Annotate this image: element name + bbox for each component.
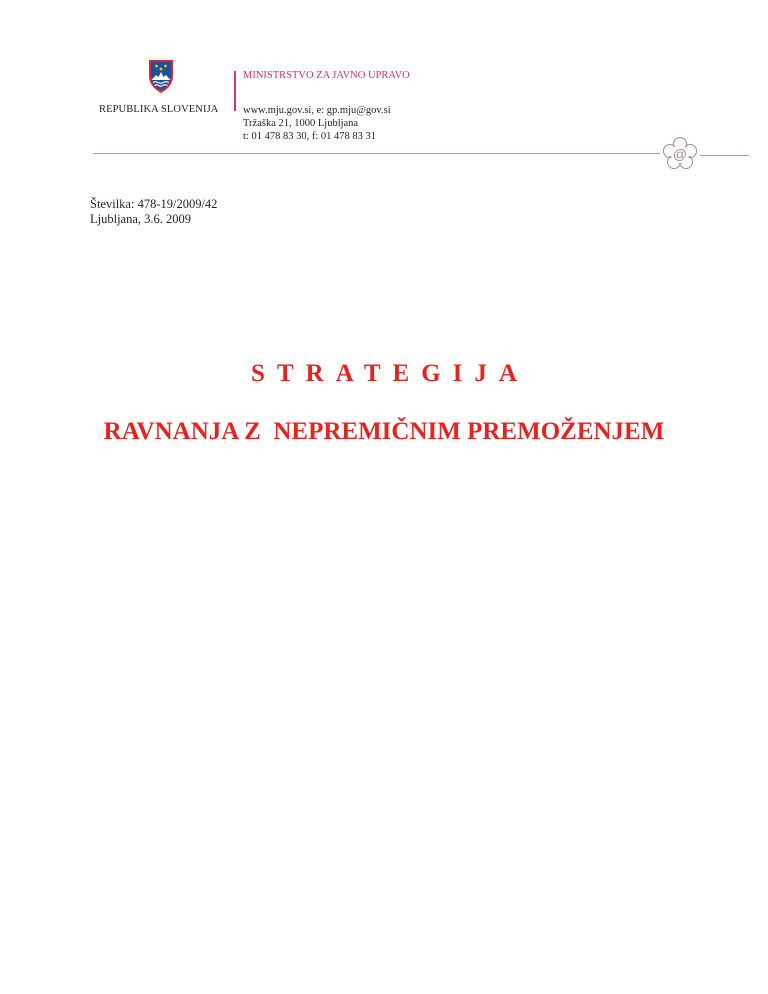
- contact-block: [243, 104, 391, 144]
- document-meta: [90, 197, 217, 226]
- at-symbol: @: [672, 146, 688, 162]
- contact-phone-fax: t: 01 478 83 30, f: 01 478 83 31: [243, 131, 376, 143]
- coat-of-arms-icon: [146, 58, 176, 94]
- document-place-date: Ljubljana, 3.6. 2009: [90, 211, 192, 226]
- header-rule-end: [700, 155, 749, 156]
- country-name: REPUBLIKA SLOVENIJA: [99, 104, 219, 115]
- contact-address: Tržaška 21, 1000 Ljubljana: [243, 118, 359, 130]
- ministry-name: MINISTRSTVO ZA JAVNO UPRAVO: [243, 70, 410, 81]
- document-title: STRATEGIJA: [251, 360, 529, 387]
- contact-web-email: www.mju.gov.si, e: gp.mju@gov.si: [243, 105, 391, 116]
- document-number: Številka: 478-19/2009/42: [90, 197, 218, 211]
- document-subtitle: RAVNANJA Z NEPREMIČNIM PREMOŽENJEM: [103, 418, 665, 445]
- header-divider: [234, 71, 236, 111]
- header-rule: [93, 153, 660, 154]
- flower-at-icon: [659, 136, 701, 170]
